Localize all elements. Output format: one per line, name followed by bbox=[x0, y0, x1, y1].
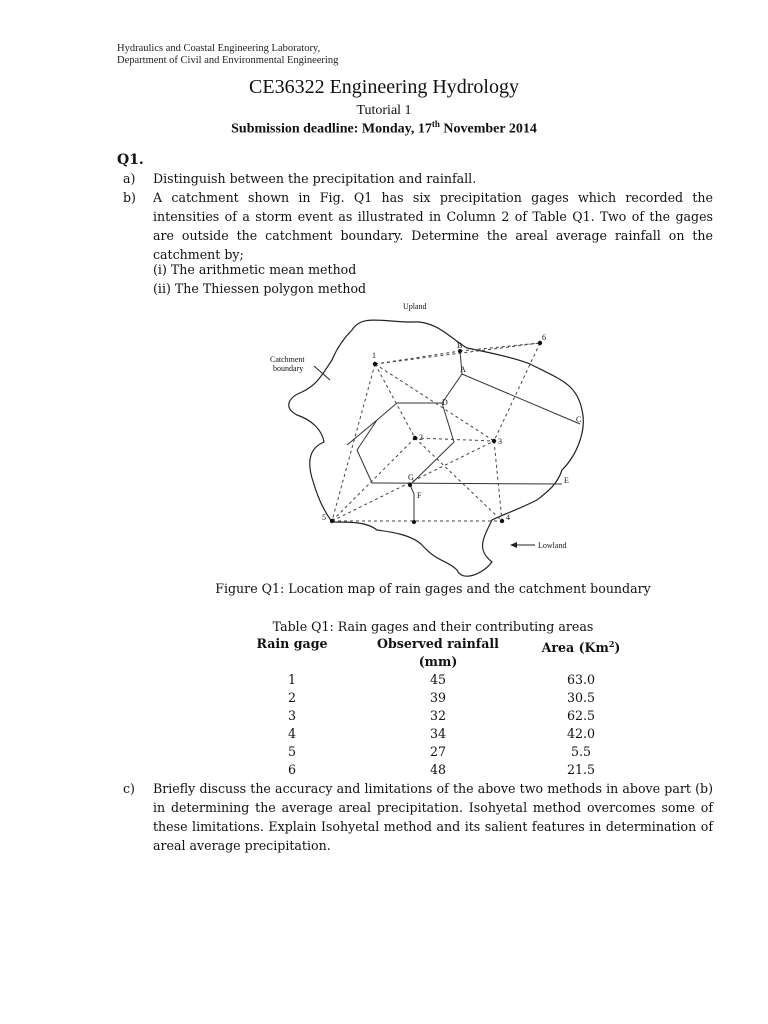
delaunay-1-5 bbox=[332, 364, 375, 521]
header-rainfall-unit: (mm) bbox=[418, 654, 458, 669]
gage-5-point bbox=[330, 519, 334, 523]
question-part-c bbox=[117, 779, 713, 855]
cell-gage: 6 bbox=[287, 762, 296, 777]
thiessen-line-g-e bbox=[372, 483, 562, 484]
catchment-boundary-line bbox=[289, 320, 584, 576]
point-d-label: D bbox=[442, 398, 448, 407]
cell-rainfall: 32 bbox=[429, 708, 447, 723]
part-b-text: A catchment shown in Fig. Q1 has six precipitation gages which recorded the intensities of a storm event as illustrated in Column 2 of Table Q1. Two of the gages are outside the catchment boundary. Determine the areal average rainfall on the catchment by; bbox=[153, 190, 713, 262]
cell-gage: 2 bbox=[287, 690, 296, 705]
tutorial-number: Tutorial 1 bbox=[356, 103, 412, 118]
cell-area: 42.0 bbox=[566, 726, 596, 741]
submission-deadline: Submission deadline: Monday, 17th November 2014 bbox=[231, 119, 537, 137]
cell-area: 5.5 bbox=[570, 744, 592, 759]
part-c-text: Briefly discuss the accuracy and limitations of the above two methods in above part (b) in determining the average areal precipitation. Isohyetal method overcomes some of these limitations. Explain Isohyetal method and its salient features in determination of areal average precipitation. bbox=[153, 781, 713, 853]
cell-rainfall: 34 bbox=[429, 726, 447, 741]
part-a-text: Distinguish between the precipitation and rainfall. bbox=[153, 171, 477, 186]
gage-3-point bbox=[492, 439, 496, 443]
point-a-label: A bbox=[460, 365, 466, 374]
lab-name: Hydraulics and Coastal Engineering Laboratory, bbox=[117, 43, 321, 54]
question-part-b bbox=[117, 188, 713, 264]
cell-rainfall: 48 bbox=[429, 762, 447, 777]
gage-6-label: 6 bbox=[542, 333, 546, 342]
catchment-map bbox=[262, 300, 602, 585]
point-g-label: G bbox=[408, 473, 414, 482]
part-b-ii: (ii) The Thiessen polygon method bbox=[153, 281, 367, 296]
cell-rainfall: 45 bbox=[429, 672, 447, 687]
cell-rainfall: 27 bbox=[429, 744, 447, 759]
cell-gage: 5 bbox=[287, 744, 296, 759]
catchment-label-2: boundary bbox=[273, 364, 304, 373]
header-rain-gage: Rain gage bbox=[256, 636, 328, 651]
thiessen-line-g-f bbox=[410, 485, 414, 522]
cell-area: 63.0 bbox=[566, 672, 596, 687]
cell-gage: 3 bbox=[287, 708, 296, 723]
gage-3-label: 3 bbox=[498, 437, 502, 446]
delaunay-b-6 bbox=[460, 343, 540, 351]
col-rain-gage bbox=[250, 635, 334, 779]
point-f bbox=[412, 520, 416, 524]
point-f-label: F bbox=[417, 491, 422, 500]
department-name: Department of Civil and Environmental Engineering bbox=[117, 55, 339, 66]
gage-5-label: 5 bbox=[322, 513, 326, 522]
point-g bbox=[408, 483, 412, 487]
part-c-label: c) bbox=[123, 781, 135, 796]
delaunay-6-3 bbox=[494, 343, 540, 441]
delaunay-3-4 bbox=[494, 441, 502, 521]
question-label: Q1. bbox=[117, 152, 144, 168]
delaunay-2-4 bbox=[415, 438, 502, 521]
gage-4-point bbox=[500, 519, 504, 523]
delaunay-1-2 bbox=[375, 364, 415, 438]
col-area bbox=[536, 635, 626, 779]
point-b-label: B bbox=[457, 341, 463, 350]
header-area: Area (Km$^2$) bbox=[541, 639, 621, 656]
delaunay-2-5 bbox=[332, 438, 415, 521]
part-b-i: (i) The arithmetic mean method bbox=[153, 262, 357, 277]
gage-2-label: 2 bbox=[419, 433, 423, 442]
course-title: CE36322 Engineering Hydrology bbox=[249, 76, 519, 98]
cell-gage: 1 bbox=[287, 672, 296, 687]
cell-area: 62.5 bbox=[566, 708, 596, 723]
thiessen-line-2-5 bbox=[357, 420, 377, 483]
cell-gage: 4 bbox=[287, 726, 296, 741]
upland-label: Upland bbox=[403, 302, 427, 311]
col-observed-rainfall bbox=[368, 635, 508, 779]
lab-header bbox=[117, 43, 338, 67]
figure-caption: Figure Q1: Location map of rain gages and the catchment boundary bbox=[215, 581, 651, 596]
question-part-a bbox=[117, 169, 713, 188]
catchment-label-1: Catchment bbox=[270, 355, 305, 364]
cell-area: 30.5 bbox=[566, 690, 596, 705]
header-observed-rainfall: Observed rainfall bbox=[377, 636, 499, 651]
gage-4-label: 4 bbox=[506, 513, 510, 522]
catchment-pointer bbox=[314, 366, 330, 380]
gage-2-point bbox=[413, 436, 417, 440]
part-a-label: a) bbox=[123, 171, 136, 186]
cell-area: 21.5 bbox=[566, 762, 596, 777]
point-e-label: E bbox=[564, 476, 569, 485]
lowland-label: Lowland bbox=[538, 541, 567, 550]
thiessen-line-d-3 bbox=[442, 403, 454, 442]
point-c-label: C bbox=[576, 415, 582, 424]
delaunay-2-3 bbox=[415, 438, 494, 441]
gage-1-label: 1 bbox=[372, 351, 376, 360]
table-caption: Table Q1: Rain gages and their contributing areas bbox=[272, 619, 594, 634]
gage-1-point bbox=[373, 362, 377, 366]
part-b-label: b) bbox=[123, 190, 136, 205]
cell-rainfall: 39 bbox=[429, 690, 447, 705]
lowland-arrowhead bbox=[510, 542, 517, 548]
